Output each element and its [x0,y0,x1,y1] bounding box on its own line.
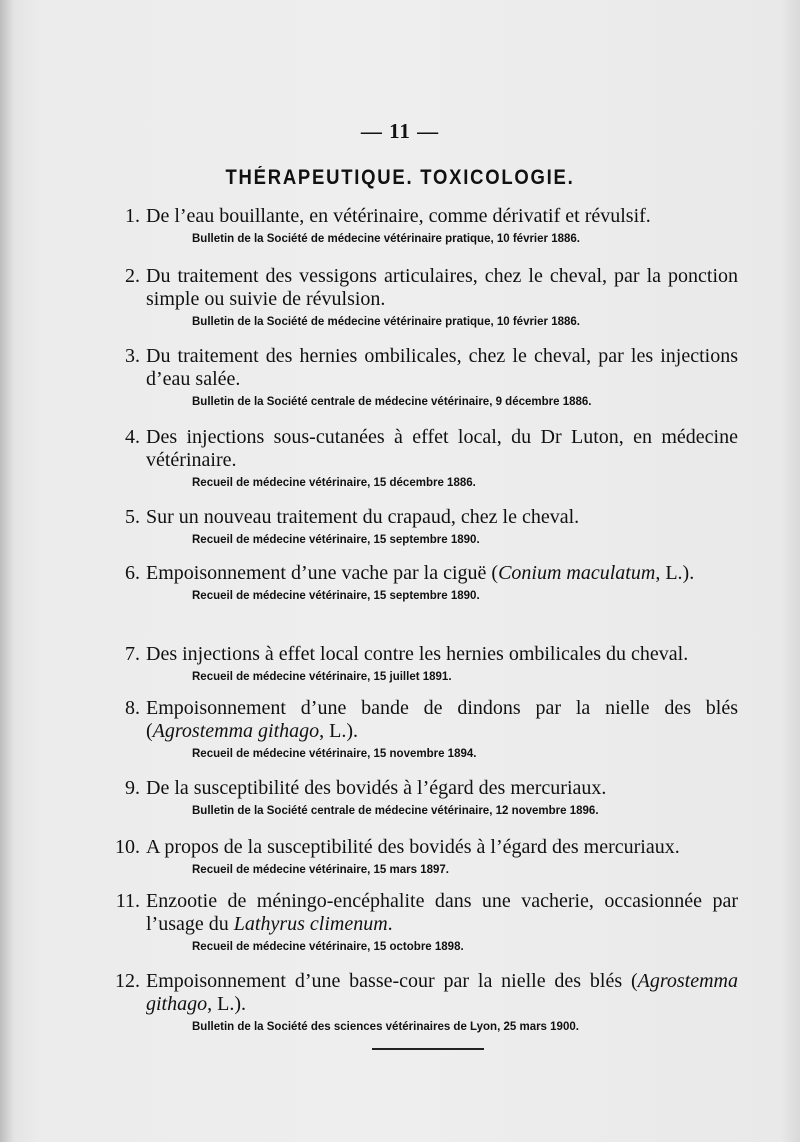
entry-number: 8. [125,697,140,719]
entry-title-text: Empoisonnement d’une basse-cour par la nielle des blés ( [146,970,638,992]
bibliography-entry-1 [108,205,738,247]
entry-number: 11. [115,890,140,912]
entry-source: Recueil de médecine vétérinaire, 15 novembre 1894. [192,748,477,760]
entry-title [146,562,738,585]
bibliography-entry-12 [108,970,738,1035]
entry-number: 12. [115,970,140,992]
entry-title [146,890,738,936]
entry-number: 2. [125,265,140,287]
entry-source: Bulletin de la Société des sciences vétérinaires de Lyon, 25 mars 1900. [192,1021,579,1033]
entry-source: Recueil de médecine vétérinaire, 15 décembre 1886. [192,477,476,489]
bibliography-entry-10 [108,836,738,878]
entry-title: De la susceptibilité des bovidés à l’égard des mercuriaux. [146,777,607,799]
entry-title: Des injections sous-cutanées à effet local, du Dr Luton, en médecine vétérinaire. [146,426,738,471]
species-name: Agrostemma githago [152,720,320,742]
entry-title-text: Enzootie de méningo-encéphalite dans une vacherie, occasionnée par l’usage du [146,890,738,935]
entry-title: Sur un nouveau traitement du crapaud, chez le cheval. [146,506,580,528]
entry-source: Bulletin de la Société centrale de médecine vétérinaire, 9 décembre 1886. [192,396,592,408]
entry-number: 4. [125,426,140,448]
entry-title-text: Empoisonnement d’une bande de dindons par la nielle des blés ( [146,697,738,742]
page-number: — 11 — [360,119,440,143]
bibliography-entry-4 [108,426,738,491]
entry-number: 1. [125,205,140,227]
entry-title: Du traitement des vessigons articulaires, chez le cheval, par la ponction simple ou suivie de révulsion. [146,265,738,310]
section-title: THÉRAPEUTIQUE. TOXICOLOGIE. [225,166,575,189]
entry-title-suffix: . [387,913,393,935]
entry-source: Bulletin de la Société de médecine vétérinaire pratique, 10 février 1886. [192,316,580,328]
entry-title [146,970,738,1016]
entry-title: Des injections à effet local contre les hernies ombilicales du cheval. [146,643,689,665]
entry-title-text: Empoisonnement d’une vache par la ciguë ( [146,562,499,584]
species-name: Conium maculatum [498,562,656,584]
entry-number: 3. [125,345,140,367]
entry-source: Recueil de médecine vétérinaire, 15 septembre 1890. [192,534,480,546]
entry-title [146,697,738,743]
entry-number: 7. [125,643,140,665]
entry-source: Bulletin de la Société de médecine vétérinaire pratique, 10 février 1886. [192,233,580,245]
entry-title: A propos de la susceptibilité des bovidés à l’égard des mercuriaux. [146,836,680,858]
bibliography-entry-2 [108,265,738,330]
entry-source: Bulletin de la Société centrale de médecine vétérinaire, 12 novembre 1896. [192,805,599,817]
entry-number: 5. [125,506,140,528]
entry-title-suffix: , L.). [207,993,247,1015]
bibliography-entry-7 [108,643,738,685]
species-name: Agrostemma githago [146,970,738,1015]
entry-number: 10. [115,836,140,858]
bibliography-entry-5 [108,506,738,548]
bibliography-entry-11 [108,890,738,955]
species-name: Lathyrus climenum [233,913,388,935]
bibliography-entry-3 [108,345,738,410]
entry-title-suffix: , L.). [319,720,359,742]
entry-title-suffix: , L.). [655,562,695,584]
entry-source: Recueil de médecine vétérinaire, 15 juillet 1891. [192,671,452,683]
bibliography-entry-8 [108,697,738,762]
entry-title: De l’eau bouillante, en vétérinaire, comme dérivatif et révulsif. [146,205,651,227]
entry-number: 6. [125,562,140,584]
entry-source: Recueil de médecine vétérinaire, 15 octobre 1898. [192,941,464,953]
entry-source: Recueil de médecine vétérinaire, 15 septembre 1890. [192,590,480,602]
entry-source: Recueil de médecine vétérinaire, 15 mars 1897. [192,864,449,876]
end-rule [372,1048,484,1050]
entry-title: Du traitement des hernies ombilicales, chez le cheval, par les injections d’eau salée. [146,345,738,390]
entry-number: 9. [125,777,140,799]
bibliography-entry-9 [108,777,738,819]
bibliography-entry-6 [108,562,738,604]
